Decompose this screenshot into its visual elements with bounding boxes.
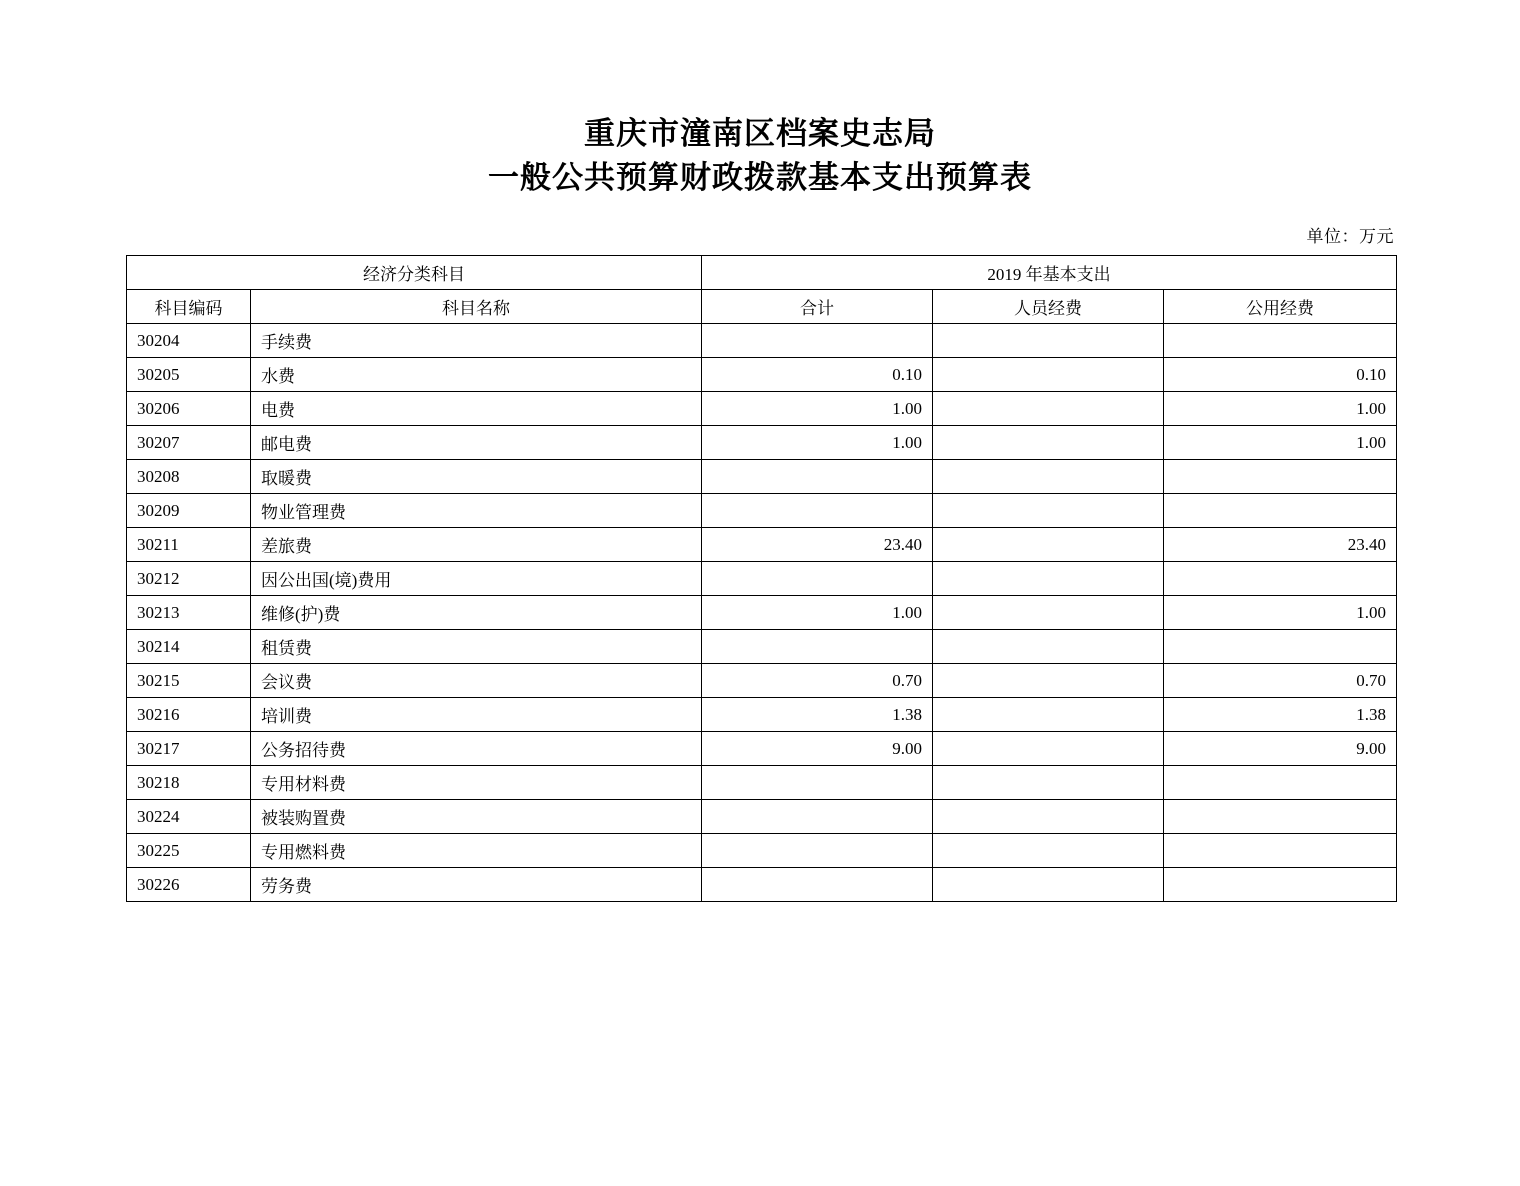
cell-code: 30224: [127, 800, 251, 834]
cell-total: [702, 562, 933, 596]
cell-total: 0.10: [702, 358, 933, 392]
cell-personnel: [933, 596, 1164, 630]
table-row: [127, 732, 1397, 766]
cell-public: [1164, 800, 1397, 834]
cell-name: 差旅费: [251, 528, 702, 562]
cell-total: [702, 324, 933, 358]
cell-total: 0.70: [702, 664, 933, 698]
title-line-2: 一般公共预算财政拨款基本支出预算表: [488, 160, 1032, 195]
cell-total: [702, 834, 933, 868]
cell-personnel: [933, 426, 1164, 460]
cell-total: [702, 868, 933, 902]
table-row: [127, 766, 1397, 800]
cell-total: [702, 460, 933, 494]
cell-personnel: [933, 664, 1164, 698]
cell-public: [1164, 562, 1397, 596]
cell-name: 劳务费: [251, 868, 702, 902]
cell-code: 30218: [127, 766, 251, 800]
cell-code: 30225: [127, 834, 251, 868]
cell-code: 30213: [127, 596, 251, 630]
cell-personnel: [933, 324, 1164, 358]
cell-public: [1164, 630, 1397, 664]
document-page: [0, 112, 1520, 1186]
table-row: [127, 358, 1397, 392]
table-row: [127, 562, 1397, 596]
cell-total: 23.40: [702, 528, 933, 562]
cell-name: 租赁费: [251, 630, 702, 664]
cell-code: 30214: [127, 630, 251, 664]
cell-personnel: [933, 528, 1164, 562]
cell-public: 0.70: [1164, 664, 1397, 698]
cell-public: [1164, 868, 1397, 902]
table-row: [127, 664, 1397, 698]
group-header-right: 2019 年基本支出: [702, 256, 1397, 290]
cell-code: 30206: [127, 392, 251, 426]
cell-public: [1164, 766, 1397, 800]
cell-total: [702, 800, 933, 834]
cell-name: 专用燃料费: [251, 834, 702, 868]
cell-name: 电费: [251, 392, 702, 426]
cell-public: [1164, 460, 1397, 494]
table-row: [127, 596, 1397, 630]
column-header-total: 合计: [702, 290, 933, 324]
table-row: [127, 426, 1397, 460]
cell-code: 30215: [127, 664, 251, 698]
table-row: [127, 460, 1397, 494]
cell-name: 物业管理费: [251, 494, 702, 528]
table-row: [127, 834, 1397, 868]
cell-public: 23.40: [1164, 528, 1397, 562]
table-group-header-row: [127, 256, 1397, 290]
cell-personnel: [933, 630, 1164, 664]
cell-personnel: [933, 460, 1164, 494]
cell-code: 30217: [127, 732, 251, 766]
table-row: [127, 800, 1397, 834]
cell-code: 30216: [127, 698, 251, 732]
cell-public: 1.38: [1164, 698, 1397, 732]
cell-total: 1.00: [702, 596, 933, 630]
cell-code: 30205: [127, 358, 251, 392]
cell-name: 专用材料费: [251, 766, 702, 800]
table-row: [127, 868, 1397, 902]
table-row: [127, 630, 1397, 664]
cell-code: 30204: [127, 324, 251, 358]
table-column-header-row: [127, 290, 1397, 324]
cell-code: 30212: [127, 562, 251, 596]
cell-personnel: [933, 766, 1164, 800]
cell-name: 手续费: [251, 324, 702, 358]
cell-name: 邮电费: [251, 426, 702, 460]
cell-total: 1.38: [702, 698, 933, 732]
cell-personnel: [933, 494, 1164, 528]
cell-public: 9.00: [1164, 732, 1397, 766]
cell-personnel: [933, 562, 1164, 596]
cell-personnel: [933, 358, 1164, 392]
cell-personnel: [933, 732, 1164, 766]
group-header-left: 经济分类科目: [127, 256, 702, 290]
cell-total: 9.00: [702, 732, 933, 766]
cell-code: 30209: [127, 494, 251, 528]
cell-public: 1.00: [1164, 426, 1397, 460]
cell-code: 30226: [127, 868, 251, 902]
cell-personnel: [933, 800, 1164, 834]
page-title: [0, 112, 1520, 200]
cell-total: [702, 630, 933, 664]
cell-personnel: [933, 698, 1164, 732]
cell-code: 30207: [127, 426, 251, 460]
cell-public: [1164, 834, 1397, 868]
cell-personnel: [933, 392, 1164, 426]
cell-code: 30208: [127, 460, 251, 494]
column-header-name: 科目名称: [251, 290, 702, 324]
cell-name: 维修(护)费: [251, 596, 702, 630]
cell-name: 会议费: [251, 664, 702, 698]
cell-name: 公务招待费: [251, 732, 702, 766]
column-header-personnel: 人员经费: [933, 290, 1164, 324]
column-header-public: 公用经费: [1164, 290, 1397, 324]
cell-total: 1.00: [702, 426, 933, 460]
table-row: [127, 528, 1397, 562]
cell-total: 1.00: [702, 392, 933, 426]
cell-public: 0.10: [1164, 358, 1397, 392]
cell-public: [1164, 324, 1397, 358]
table-row: [127, 392, 1397, 426]
column-header-code: 科目编码: [127, 290, 251, 324]
cell-name: 因公出国(境)费用: [251, 562, 702, 596]
cell-public: [1164, 494, 1397, 528]
cell-total: [702, 494, 933, 528]
cell-name: 培训费: [251, 698, 702, 732]
cell-name: 水费: [251, 358, 702, 392]
cell-name: 取暖费: [251, 460, 702, 494]
cell-personnel: [933, 834, 1164, 868]
cell-personnel: [933, 868, 1164, 902]
unit-note: 单位：万元: [1306, 227, 1394, 246]
table-row: [127, 494, 1397, 528]
cell-total: [702, 766, 933, 800]
cell-code: 30211: [127, 528, 251, 562]
cell-name: 被装购置费: [251, 800, 702, 834]
table-row: [127, 698, 1397, 732]
table-body: [127, 324, 1397, 902]
cell-public: 1.00: [1164, 392, 1397, 426]
table-row: [127, 324, 1397, 358]
budget-table: [126, 255, 1397, 902]
title-line-1: 重庆市潼南区档案史志局: [584, 116, 936, 151]
cell-public: 1.00: [1164, 596, 1397, 630]
